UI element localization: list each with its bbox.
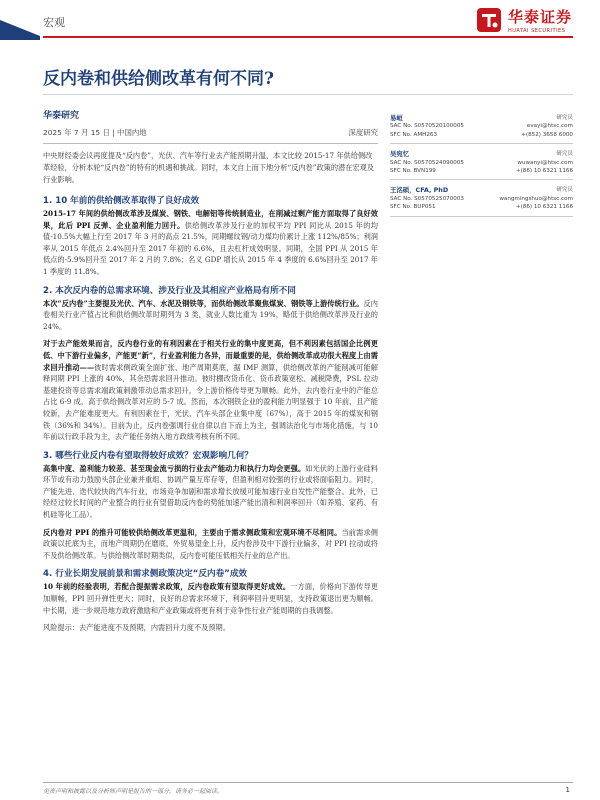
section-paragraph: [43, 298, 378, 333]
header-divider: [43, 36, 573, 38]
section-tag: 宏观: [43, 16, 65, 29]
paragraph-body: 供给侧改革涉及行业的加权平均 PPI 同比从 2015 年的均值-10.5%大幅上行至 2017 年 3 月的高点 21.5%，同期螺纹钢/动力煤均价累计上涨 112%/85%；利润率从 2015 年低点 2.4%回升至 2017 年初的 6.6%，且去杠杆成效明显。同期，全国 PPI 从 2015 年低点的-5.9%回升至 2017 年 2 月的 7.8%；名义 GDP 增长从 2015 年 4 季度的 6.6%回升至 2017 年 1 季度的 11.8%。: [43, 220, 378, 276]
section-heading: 2. 本次反内卷的总需求环境、涉及行业及其相应产业格局有所不同: [43, 285, 296, 296]
key-point: 反内卷对 PPI 的推升可能较供给侧改革更温和，主要由于需求侧政策和宏观环境不尽相同。: [43, 527, 342, 537]
footer-divider: [43, 782, 573, 783]
report-type: 深度研究: [348, 128, 378, 137]
analyst-name: 王洺硕，CFA, PhD: [390, 186, 449, 195]
analyst-phone: +(852) 3658 6000: [521, 131, 573, 138]
analyst-role: 研究员: [556, 187, 573, 194]
paragraph-body: 当前需求侧政策以托底为主，而地产周期仍在磨底，外贸易望金上升，反内卷涉及中下游行业偏多，对 PPI 拉动或将不及供给侧改革。与供给侧改革时期类似，反内卷可能压低相关行业的总产出。: [43, 527, 378, 560]
section-2: [43, 284, 378, 443]
huatai-logo-icon: [476, 7, 502, 33]
analyst-role: 研究员: [556, 115, 573, 121]
section-1: [43, 194, 378, 278]
section-paragraph: [43, 208, 378, 278]
brand-name-cn: 华泰证券: [507, 8, 572, 26]
analyst-sfc: SFC No. BUP051: [390, 204, 436, 211]
analyst-card: [390, 148, 573, 180]
section-paragraph: [43, 527, 378, 562]
key-point: 2015-17 年间的供给侧改革涉及煤炭、钢铁、电解铝等传统制造业，在削减过剩产能方面取得了良好效果，此后 PPI 反弹、企业盈利能力回升。: [43, 209, 378, 230]
brand-logo-block: [476, 6, 572, 34]
analyst-panel: [390, 112, 573, 221]
analyst-sfc: SFC No. AMH263: [390, 131, 438, 138]
analyst-email[interactable]: wuwanyi@htsc.com: [517, 159, 573, 166]
paragraph-body: 一方面，价格向下游传导更加顺畅，PPI 回升弹性更大；同时，良好的总需求环境下，利润率回升更明显，支持政策退出更为顺畅。中长期，进一步规范地方政府激励和产业政策或将更有利于竞争性行业产能周期的自我调整。: [43, 582, 378, 615]
header-accent-shape: [0, 20, 40, 40]
analyst-role: 研究员: [556, 151, 573, 158]
paragraph-body: 如光伏的上游行业硅料环节或有动力鼓励头部企业兼并重组、协调产量互库存等，但盈利相对较强的行业或将面临阻力。同时，产能先进、迭代较快的汽车行业，市场竞争加剧和需求增长放缓可能加速行业自发性产能整合。此外，已经经过较长时间的产业整合的行业有望借助反内卷的势能加速产能出清和利润率回升（如养殖、家药、有机硅等化工品）。: [43, 463, 378, 520]
title-divider: [43, 94, 573, 95]
paragraph-body: 反内卷相关行业产值占比和供给侧改革时期列为 3 类，就业人数比重为 19%，略低于供给侧改革涉及行业的 24%。: [43, 298, 378, 331]
section-4: [43, 567, 378, 616]
page-header: [0, 0, 600, 60]
key-point: 高集中度、盈利能力较差、甚至现金流亏损的行业去产能动力和执行力均会更强。: [43, 463, 306, 473]
analyst-name: 吴宛忆: [390, 150, 410, 159]
report-meta: 2025 年 7 月 15 日 | 中国内地 深度研究: [43, 127, 378, 144]
analyst-sac: SAC No. S0570525070003: [390, 195, 464, 202]
page-title: 反内卷和供给侧改革有何不同?: [43, 69, 274, 89]
analyst-name: 易峘: [390, 114, 403, 122]
analyst-sac: SAC No. S0570520100005: [390, 123, 464, 130]
brand-name-en: HUATAI SECURITIES: [507, 28, 566, 34]
section-paragraph: [43, 338, 378, 442]
section-3: [43, 449, 378, 562]
report-date: 2025 年 7 月 15 日: [43, 128, 110, 137]
analyst-sac: SAC No. S0570524090005: [390, 159, 464, 166]
page-number: 1: [565, 786, 570, 794]
analyst-sfc: SFC No. BVN199: [390, 168, 436, 175]
section-paragraph: [43, 581, 378, 616]
paragraph-body: 彼时需求侧政策全面扩张、地产周期莫底，据 IMF 测算，供给侧改革的产能削减可能解释同期 PPI 上涨的 40%，其余恐需求回升推动。彼时棚改货币化、货币政策宽松、减税降费，PSL 拉动基建投资等总需求端政策刺激带动总需求回升，令上游价格传导更为顺畅。此外，去内卷行业中的产能总占比 6-9 成，高于供给侧改革对应的 5-7 成。然而，本次钢铁企业的盈利能力明显强于 10 年前，且产能较新，去产能难度更大。有利因素在于，光伏、汽车头部企业集中度（67%），高于 2015 年的煤炭和钢铁（36%和 34%）。目前为止，反内卷强调行业自律以自下而上为主，强调法治化与市场化措施，与 10 年前以行政手段为主，去产能任务纳入地方政绩考核有所不同。: [43, 362, 378, 442]
main-column: [43, 108, 378, 640]
section-heading: 3. 哪些行业反内卷有望取得较好成效？宏观影响几何？: [43, 450, 253, 461]
report-region: 中国内地: [117, 128, 147, 137]
risk-warning: 风险提示：去产能进度不及预期，内需回升力度不及预期。: [43, 623, 230, 633]
analyst-phone: +(86) 10 6321 1166: [515, 204, 573, 211]
analyst-email[interactable]: wangmingshuo@htsc.com: [499, 195, 573, 202]
key-point: 对于去产能效果而言，反内卷行业的有利因素在于相关行业的集中度更高，但不利因素包括国企比例更低、中下游行业偏多，产能更“新”，行业盈利能力各异，而最重要的是，供给侧改革成功很大程度上由需求回升推动——: [43, 339, 378, 372]
section-heading: 4. 行业长期发展前景和需求侧政策决定“反内卷”成效: [43, 569, 248, 580]
section-heading: 1. 10 年前的供给侧改革取得了良好成效: [43, 196, 200, 206]
intro-summary: 中央财经委会议再度提及“反内卷”，光伏、汽车等行业去产能预期升温，本文比较 2015-17 年供给侧改革经验，分析本轮“反内卷”的特有的机遇和挑战。同时，本文自上而下地分析“反内卷”政策的潜在宏观及行业影响。: [43, 151, 374, 184]
analyst-card: [390, 184, 573, 216]
analyst-email[interactable]: evayi@htsc.com: [526, 123, 573, 130]
research-org: 华泰研究: [43, 111, 80, 121]
analyst-phone: +(86) 10 6321 1166: [515, 168, 573, 175]
key-point: 本次“反内卷”主要提及光伏、汽车、水泥及钢铁等，而供给侧改革聚焦煤炭、钢铁等上游传统行业。: [43, 298, 364, 308]
section-paragraph: [43, 463, 378, 521]
key-point: 10 年前的经验表明，若配合提振需求政策，反内卷政策有望取得更好成效。: [43, 582, 291, 592]
analyst-card: [390, 112, 573, 144]
footer-disclaimer: 免责声明和披露以及分析师声明是报告的一部分，请务必一起阅读。: [43, 788, 224, 795]
